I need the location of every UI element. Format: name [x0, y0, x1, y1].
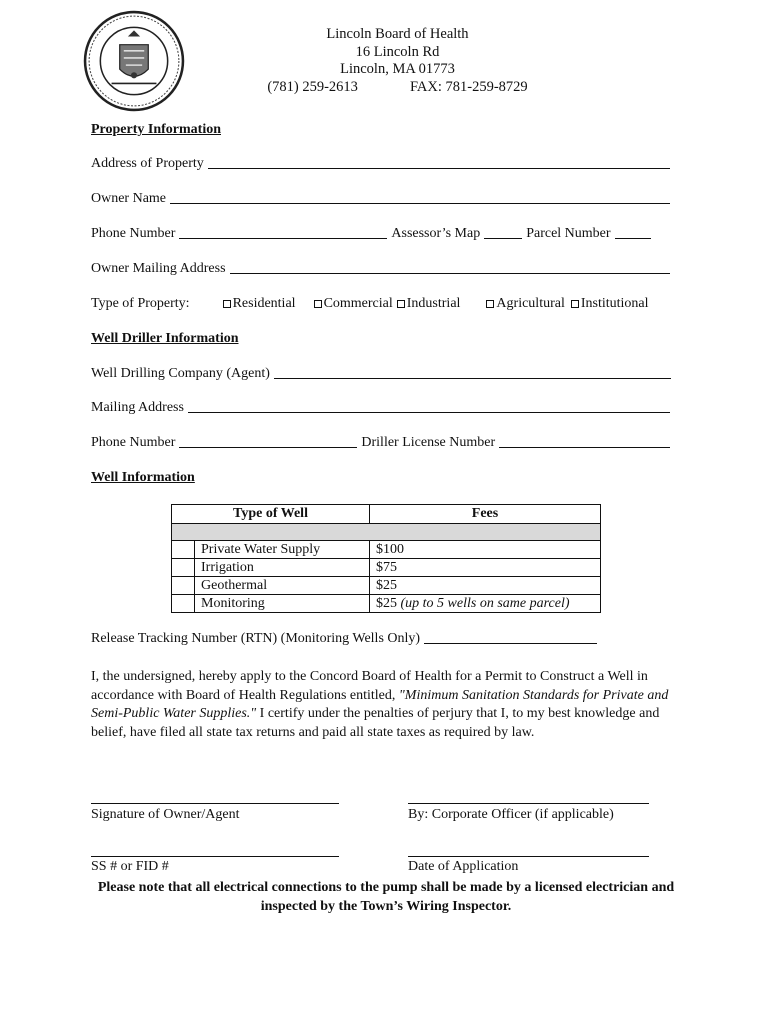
well-fee: $100: [370, 541, 601, 559]
date-label: Date of Application: [408, 859, 519, 874]
col-type-of-well: Type of Well: [172, 505, 370, 524]
phone-row: [91, 226, 674, 242]
fee-note: (up to 5 wells on same parcel): [400, 596, 570, 611]
address-label: Address of Property: [91, 156, 204, 171]
phone-label: Phone Number: [91, 226, 176, 241]
well-fee: $75: [370, 559, 601, 577]
phone-number: (781) 259-2613: [267, 78, 358, 95]
owner-mailing-row: [91, 261, 674, 277]
driller-phone-row: [91, 435, 674, 451]
col-fees: Fees: [370, 505, 601, 524]
address-field[interactable]: [208, 156, 670, 169]
checkbox-icon: [397, 300, 405, 308]
license-field[interactable]: [499, 435, 670, 448]
checkbox-icon: [571, 300, 579, 308]
well-fee: $25: [376, 596, 397, 611]
town-seal-logo: [83, 10, 185, 112]
parcel-label: Parcel Number: [526, 226, 611, 241]
driller-phone-label: Phone Number: [91, 435, 176, 450]
driller-mailing-label: Mailing Address: [91, 400, 184, 415]
company-label: Well Drilling Company (Agent): [91, 366, 270, 381]
table-row: [172, 559, 601, 577]
checkbox-commercial[interactable]: Commercial: [314, 296, 393, 312]
ss-fid-label: SS # or FID #: [91, 859, 169, 874]
checkbox-icon: [223, 300, 231, 308]
table-row: [172, 541, 601, 559]
checkbox-residential[interactable]: Residential: [223, 296, 296, 312]
driller-mailing-row: [91, 400, 674, 416]
street-address: 16 Lincoln Rd: [355, 43, 440, 60]
table-row: [172, 595, 601, 613]
checkbox-icon: [314, 300, 322, 308]
select-cell[interactable]: [172, 541, 195, 559]
owner-label: Owner Name: [91, 191, 167, 206]
rtn-row: [91, 631, 601, 647]
city-address: Lincoln, MA 01773: [340, 61, 455, 77]
company-row: [91, 366, 674, 382]
map-field[interactable]: [484, 226, 522, 239]
select-cell[interactable]: [172, 577, 195, 595]
officer-signature-label: By: Corporate Officer (if applicable): [408, 807, 614, 822]
certification-statement: I, the undersigned, hereby apply to the Concord Board of Health for a Permit to Construct a Well in accordance with Board of Health Regulations entitled, "Minimum Sanitation Standards for Private and Semi-Public Water Supplies." I certify under the penalties of perjury that I, to my best knowledge and belief, have filed all state tax returns and paid all state taxes as required by law.: [91, 669, 669, 740]
regulation-title: "Minimum Sanitation Standards for Private and Semi-Public Water Supplies.": [91, 687, 669, 721]
well-fee: $25: [370, 577, 601, 595]
driller-phone-field[interactable]: [179, 435, 357, 448]
officer-signature-field[interactable]: [408, 803, 649, 804]
checkbox-institutional[interactable]: Institutional: [571, 296, 649, 312]
owner-mailing-label: Owner Mailing Address: [91, 261, 226, 276]
select-cell[interactable]: [172, 559, 195, 577]
phone-field[interactable]: [179, 226, 387, 239]
letterhead: [200, 26, 595, 96]
owner-mailing-field[interactable]: [230, 261, 670, 274]
fax-number: FAX: 781-259-8729: [409, 78, 528, 95]
owner-field[interactable]: [170, 191, 670, 204]
property-section-title: Property Information: [91, 122, 221, 137]
org-name: Lincoln Board of Health: [326, 26, 469, 42]
driller-section-title: Well Driller Information: [91, 331, 239, 346]
well-type: Geothermal: [195, 577, 370, 595]
owner-row: [91, 191, 674, 207]
ss-fid-field[interactable]: [91, 856, 339, 857]
property-type-label: Type of Property:: [91, 296, 190, 311]
rtn-field[interactable]: [424, 631, 597, 644]
checkbox-icon: [486, 300, 494, 308]
address-row: [91, 156, 674, 172]
well-type: Irrigation: [195, 559, 370, 577]
parcel-field[interactable]: [615, 226, 651, 239]
checkbox-agricultural[interactable]: Agricultural: [486, 296, 564, 312]
property-type-row: [91, 296, 674, 312]
well-section-title: Well Information: [91, 470, 195, 485]
table-row: [172, 577, 601, 595]
owner-signature-field[interactable]: [91, 803, 339, 804]
company-field[interactable]: [274, 366, 671, 379]
well-type: Private Water Supply: [195, 541, 370, 559]
well-fee-cell: [370, 595, 601, 613]
select-cell[interactable]: [172, 595, 195, 613]
well-fee-table: [171, 504, 601, 613]
electrical-notice: Please note that all electrical connections to the pump shall be made by a licensed electrician and inspected by the Town’s Wiring Inspector.: [97, 880, 675, 914]
shaded-row: [172, 524, 601, 541]
owner-signature-label: Signature of Owner/Agent: [91, 807, 240, 822]
well-type: Monitoring: [195, 595, 370, 613]
driller-mailing-field[interactable]: [188, 400, 670, 413]
map-label: Assessor’s Map: [391, 226, 481, 241]
checkbox-industrial[interactable]: Industrial: [397, 296, 461, 312]
rtn-label: Release Tracking Number (RTN) (Monitoring Wells Only): [91, 631, 421, 646]
date-field[interactable]: [408, 856, 649, 857]
license-label: Driller License Number: [361, 435, 496, 450]
